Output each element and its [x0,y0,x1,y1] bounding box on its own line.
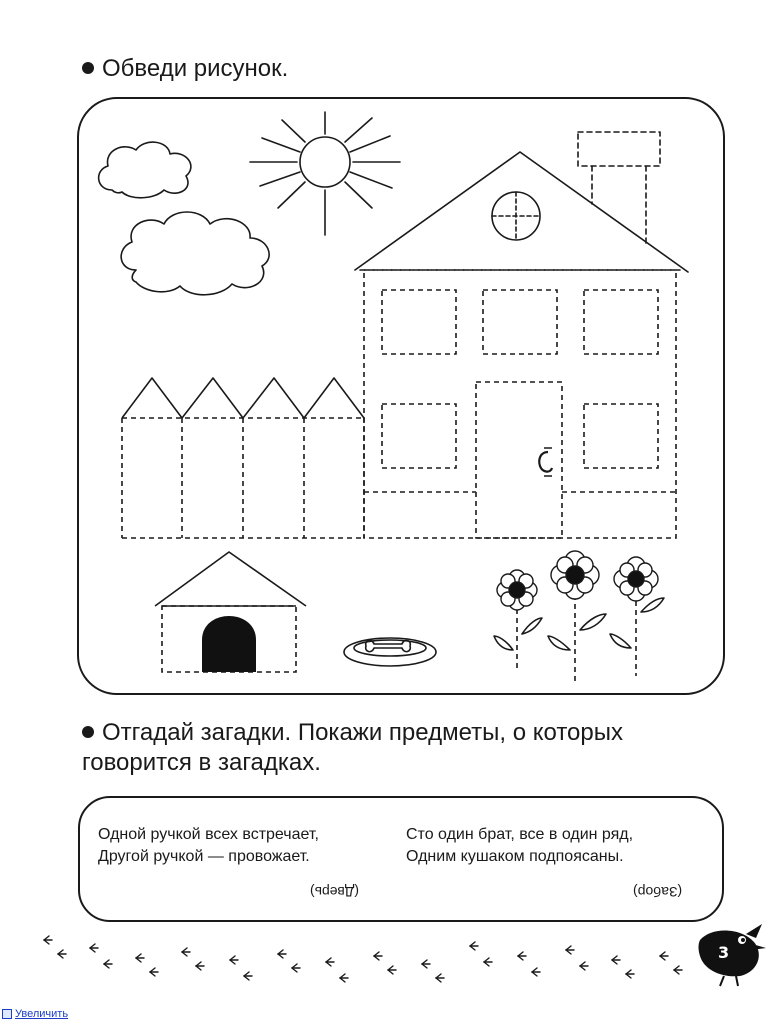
riddle-door [98,824,319,868]
house-roof [355,152,688,272]
flower-icon [497,570,537,610]
riddle-fence [406,824,633,868]
page-number: 3 [718,943,730,962]
house-window [483,290,557,354]
bullet-icon [82,726,94,738]
task-instruction-riddles [82,718,702,778]
house-window [584,404,658,468]
fence [122,418,364,538]
house-window [584,290,658,354]
doghouse-entrance [202,616,256,672]
task-text: Отгадай загадки. Покажи предметы, о которых говорится в загадках. [82,719,624,776]
cloud-small [99,142,191,198]
house-window [382,404,456,468]
door-handle [539,452,552,472]
riddle-line: Сто один брат, все в один ряд, [406,826,634,843]
riddle-answer-upside-down: (Дверь) [310,884,359,900]
doghouse-roof [155,552,306,606]
bird-footprints-decoration [0,920,772,1010]
riddle-line: Другой ручкой — провожает. [98,848,310,865]
riddle-answer-upside-down: (Забор) [633,884,683,900]
house-window [382,290,456,354]
zoom-link-label: Увеличить [15,1008,69,1020]
bird-icon [699,924,767,986]
house-door [476,382,562,538]
flower-icon [614,557,658,601]
sun-icon [250,112,400,235]
cloud-large [121,212,269,295]
riddle-line: Одной ручкой всех встречает, [98,826,319,843]
zoom-icon [2,1009,12,1019]
riddle-line: Одним кушаком подпоясаны. [406,848,624,865]
task-text: Обведи рисунок. [102,55,289,82]
chimney [578,132,660,166]
riddle-box [78,796,724,922]
flower-icon [551,551,599,599]
zoom-link[interactable] [2,1008,68,1020]
